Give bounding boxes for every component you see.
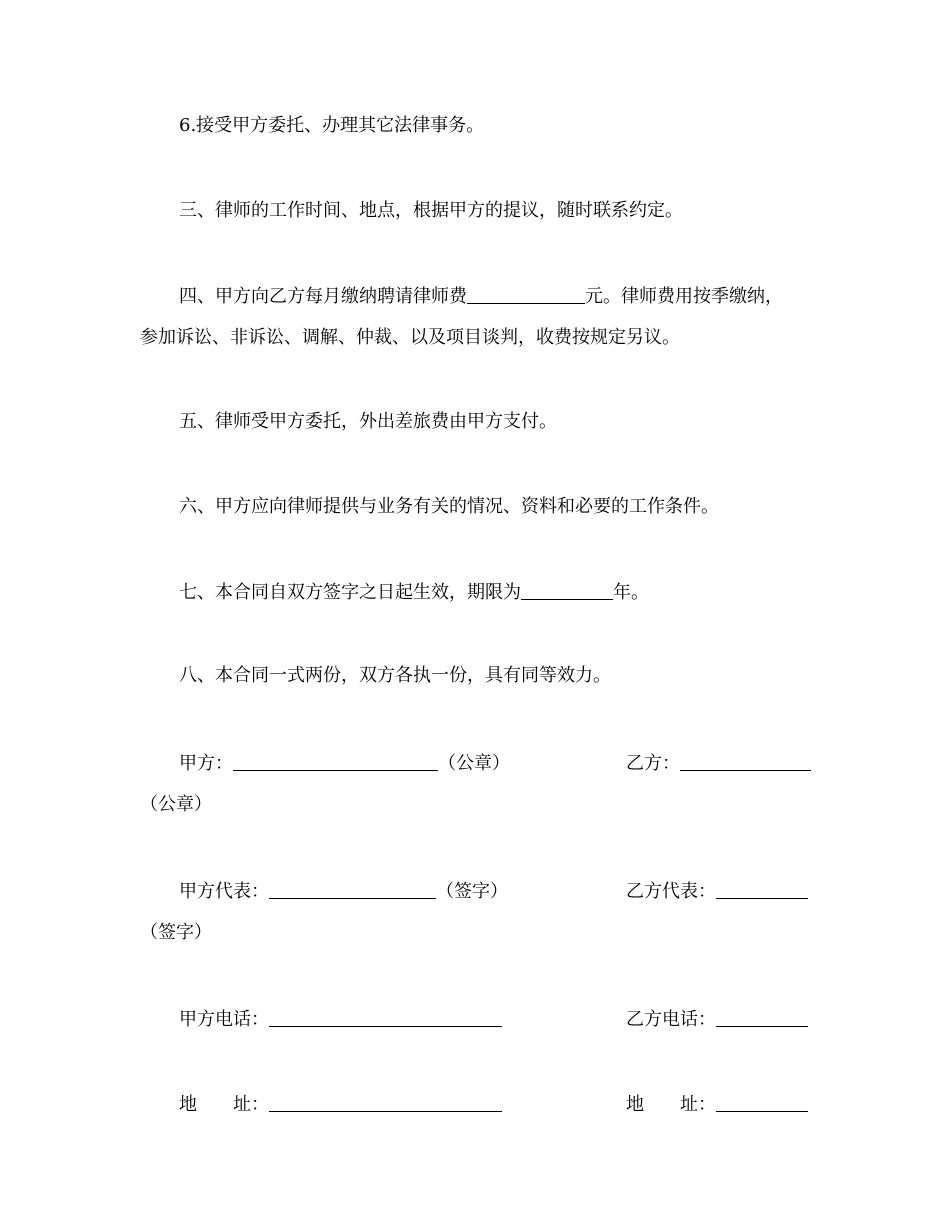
party-a-row xyxy=(179,752,510,774)
clause-7 xyxy=(179,581,649,603)
item-6: 6.接受甲方委托、办理其它法律事务。 xyxy=(179,115,485,136)
clause-6: 六、甲方应向律师提供与业务有关的情况、资料和必要的工作条件。 xyxy=(179,496,719,517)
party-a-rep-blank[interactable] xyxy=(269,880,436,899)
term-years-blank[interactable] xyxy=(521,581,613,600)
clause-4-text-after: 元。律师费用按季缴纳， xyxy=(585,286,783,307)
party-b-phone-row xyxy=(626,1008,808,1030)
party-a-phone-label: 甲方电话： xyxy=(179,1009,269,1030)
party-b-label: 乙方： xyxy=(626,753,680,774)
clause-5: 五、律师受甲方委托，外出差旅费由甲方支付。 xyxy=(179,411,557,432)
clause-4-text-before: 四、甲方向乙方每月缴纳聘请律师费 xyxy=(179,286,467,307)
party-a-phone-row xyxy=(179,1008,502,1030)
clause-4-line-2: 参加诉讼、非诉讼、调解、仲裁、以及项目谈判，收费按规定另议。 xyxy=(140,327,680,348)
party-a-blank[interactable] xyxy=(233,752,438,771)
clause-3: 三、律师的工作时间、地点，根据甲方的提议，随时联系约定。 xyxy=(179,200,683,221)
clause-7-text-before: 七、本合同自双方签字之日起生效，期限为 xyxy=(179,582,521,603)
party-b-phone-label: 乙方电话： xyxy=(626,1009,716,1030)
party-b-address-row xyxy=(626,1093,808,1115)
clause-4-line-1 xyxy=(179,285,783,307)
party-a-rep-row xyxy=(179,880,508,902)
party-b-phone-blank[interactable] xyxy=(716,1008,808,1027)
party-a-address-label: 地 址： xyxy=(179,1094,269,1115)
party-a-address-row xyxy=(179,1093,502,1115)
party-b-blank[interactable] xyxy=(680,752,811,771)
clause-8: 八、本合同一式两份，双方各执一份，具有同等效力。 xyxy=(179,665,611,686)
party-b-address-blank[interactable] xyxy=(716,1093,808,1112)
party-a-address-blank[interactable] xyxy=(269,1093,502,1112)
party-a-seal: （公章） xyxy=(438,753,510,774)
party-b-address-label: 地 址： xyxy=(626,1094,716,1115)
party-a-rep-sign: （签字） xyxy=(436,881,508,902)
party-a-label: 甲方： xyxy=(179,753,233,774)
party-b-rep-blank[interactable] xyxy=(716,880,808,899)
party-b-rep-sign: （签字） xyxy=(140,922,212,943)
clause-7-text-after: 年。 xyxy=(613,582,649,603)
party-b-rep-row xyxy=(626,880,808,902)
monthly-fee-blank[interactable] xyxy=(467,285,585,304)
party-a-rep-label: 甲方代表： xyxy=(179,881,269,902)
party-a-phone-blank[interactable] xyxy=(269,1008,502,1027)
party-b-seal: （公章） xyxy=(140,794,212,815)
party-b-row xyxy=(626,752,811,774)
party-b-rep-label: 乙方代表： xyxy=(626,881,716,902)
